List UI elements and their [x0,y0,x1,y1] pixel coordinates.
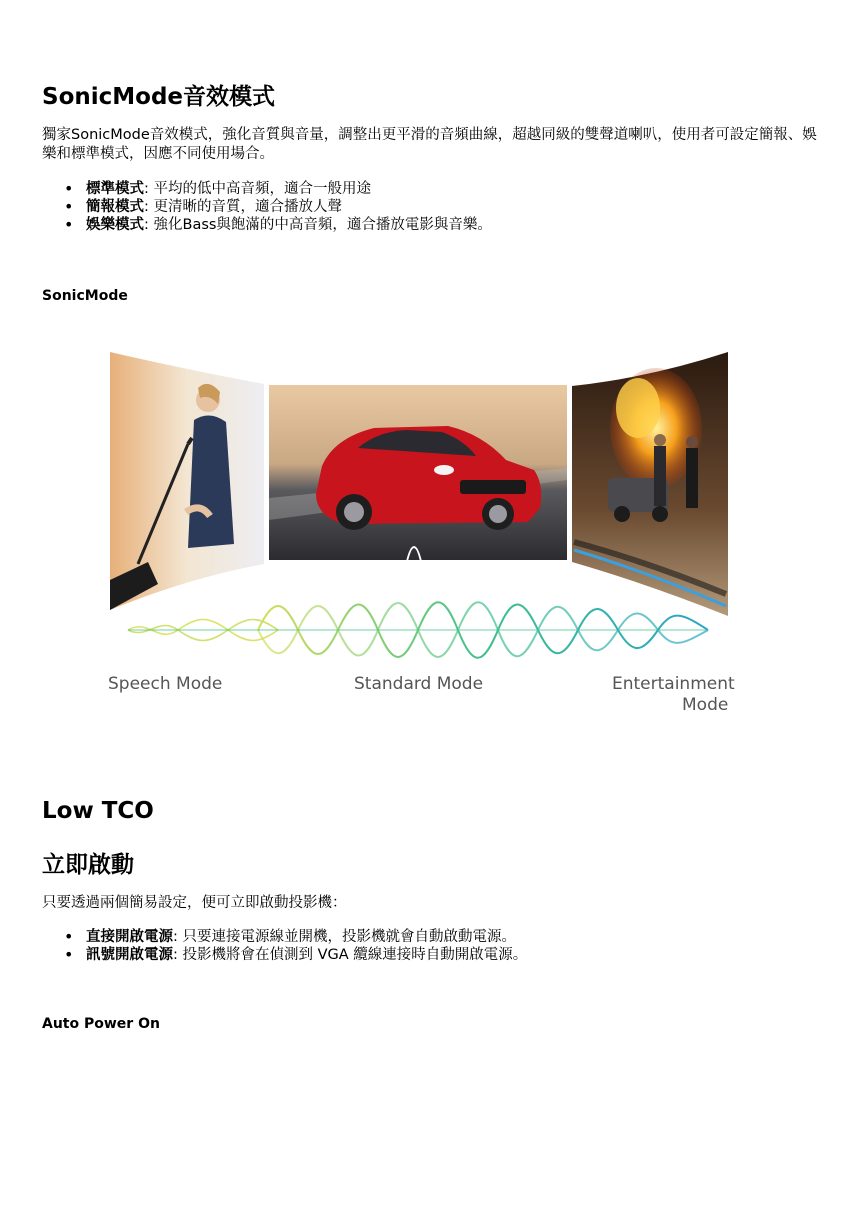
list-item [64,946,527,964]
speech-mode-photo [110,352,264,610]
speech-mode-label: Speech Mode [108,674,223,694]
entertainment-mode-label: Entertainment [612,674,735,694]
sonicmode-mode-list [64,180,492,234]
standard-mode-label: Standard Mode [354,674,484,694]
power-term: 直接開啟電源 [86,929,173,945]
auto-power-on-title: Auto Power On [42,1016,160,1032]
entertainment-mode-photo [572,352,728,616]
sonicmode-figure-title: SonicMode [42,288,128,304]
power-desc: : 只要連接電源線並開機，投影機就會自動啟動電源。 [173,929,516,945]
power-on-list [64,928,527,964]
power-term: 訊號開啟電源 [86,947,173,963]
list-item [64,198,492,216]
sonicmode-graphic [108,348,733,718]
sonicmode-heading: SonicMode音效模式 [42,84,276,110]
list-item [64,216,492,234]
standard-mode-photo [269,385,567,560]
instant-on-intro: 只要透過兩個簡易設定，便可立即啟動投影機： [42,895,347,911]
mode-desc: : 平均的低中高音頻，適合一般用途 [144,181,371,197]
mode-desc: : 更清晰的音質，適合播放人聲 [144,199,342,215]
mode-term: 標準模式 [86,181,144,197]
mode-term: 娛樂模式 [86,217,144,233]
low-tco-heading: Low TCO [42,798,154,824]
instant-on-heading: 立即啟動 [42,852,134,878]
mode-term: 簡報模式 [86,199,144,215]
list-item [64,928,527,946]
list-item [64,180,492,198]
sonicmode-illustration [108,348,733,718]
mode-desc: : 強化Bass與飽滿的中高音頻，適合播放電影與音樂。 [144,217,492,233]
power-desc: : 投影機將會在偵測到 VGA 纜線連接時自動開啟電源。 [173,947,528,963]
sonicmode-intro: 獨家SonicMode音效模式，強化音質與音量，調整出更平滑的音頻曲線，超越同級的雙聲道喇叭，使用者可設定簡報、娛樂和標準模式，因應不同使用場合。 [42,127,817,162]
entertainment-mode-label-line2: Mode [682,695,729,715]
